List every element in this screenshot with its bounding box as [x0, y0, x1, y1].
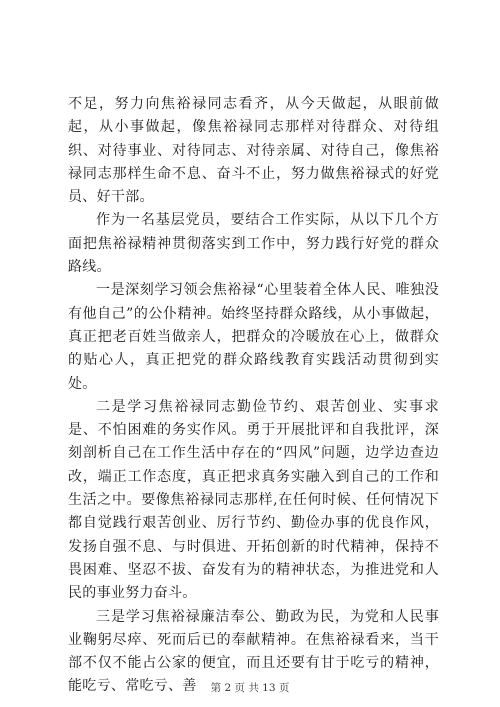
document-body: [68, 93, 439, 699]
paragraph-continuation: 不足，努力向焦裕禄同志看齐，从今天做起，从眼前做起，从小事做起，像焦裕禄同志那样对待群众、对待组织、对待事业、对待同志、对待亲属、对待自己，像焦裕禄同志那样生命不息、奋斗不止，努力做焦裕禄式的好党员、好干部。: [68, 96, 439, 206]
paragraph-point-one: 一是深刻学习领会焦裕禄“心里装着全体人民、唯独没有他自己”的公仆精神。始终坚持群众路线，从小事做起，真正把老百姓当做亲人，把群众的冷暖放在心上，做群众的贴心人，真正把党的群众路线教育实践活动贯彻到实处。: [68, 282, 439, 392]
page-number-footer: 第 2 页 共 13 页: [210, 682, 290, 694]
paragraph-intro: 作为一名基层党员，要结合工作实际，从以下几个方面把焦裕禄精神贯彻落实到工作中，努力践行好党的群众路线。: [68, 212, 439, 276]
paragraph-point-two: 二是学习焦裕禄同志勤俭节约、艰苦创业、实事求是、不怕困难的务实作风。勇于开展批评和自我批评，深刻剖析自己在工作生活中存在的“四风”问题，边学边查边改，端正工作态度，真正把求真务实融入到自己的工作和生活之中。要像焦裕禄同志那样,在任何时候、任何情况下都自觉践行艰苦创业、厉行节约、勤俭办事的优良作风，发扬自强不息、与时俱进、开拓创新的时代精神，保持不畏困难、坚忍不拔、奋发有为的精神状态，为推进党和人民的事业努力奋斗。: [68, 398, 439, 602]
paragraph-point-three: 三是学习焦裕禄廉洁奉公、勤政为民，为党和人民事业鞠躬尽瘁、死而后已的奉献精神。在焦裕禄看来，当干部不仅不能占公家的便宜，而且还要有甘于吃亏的精神，能吃亏、常吃亏、善: [68, 608, 439, 695]
